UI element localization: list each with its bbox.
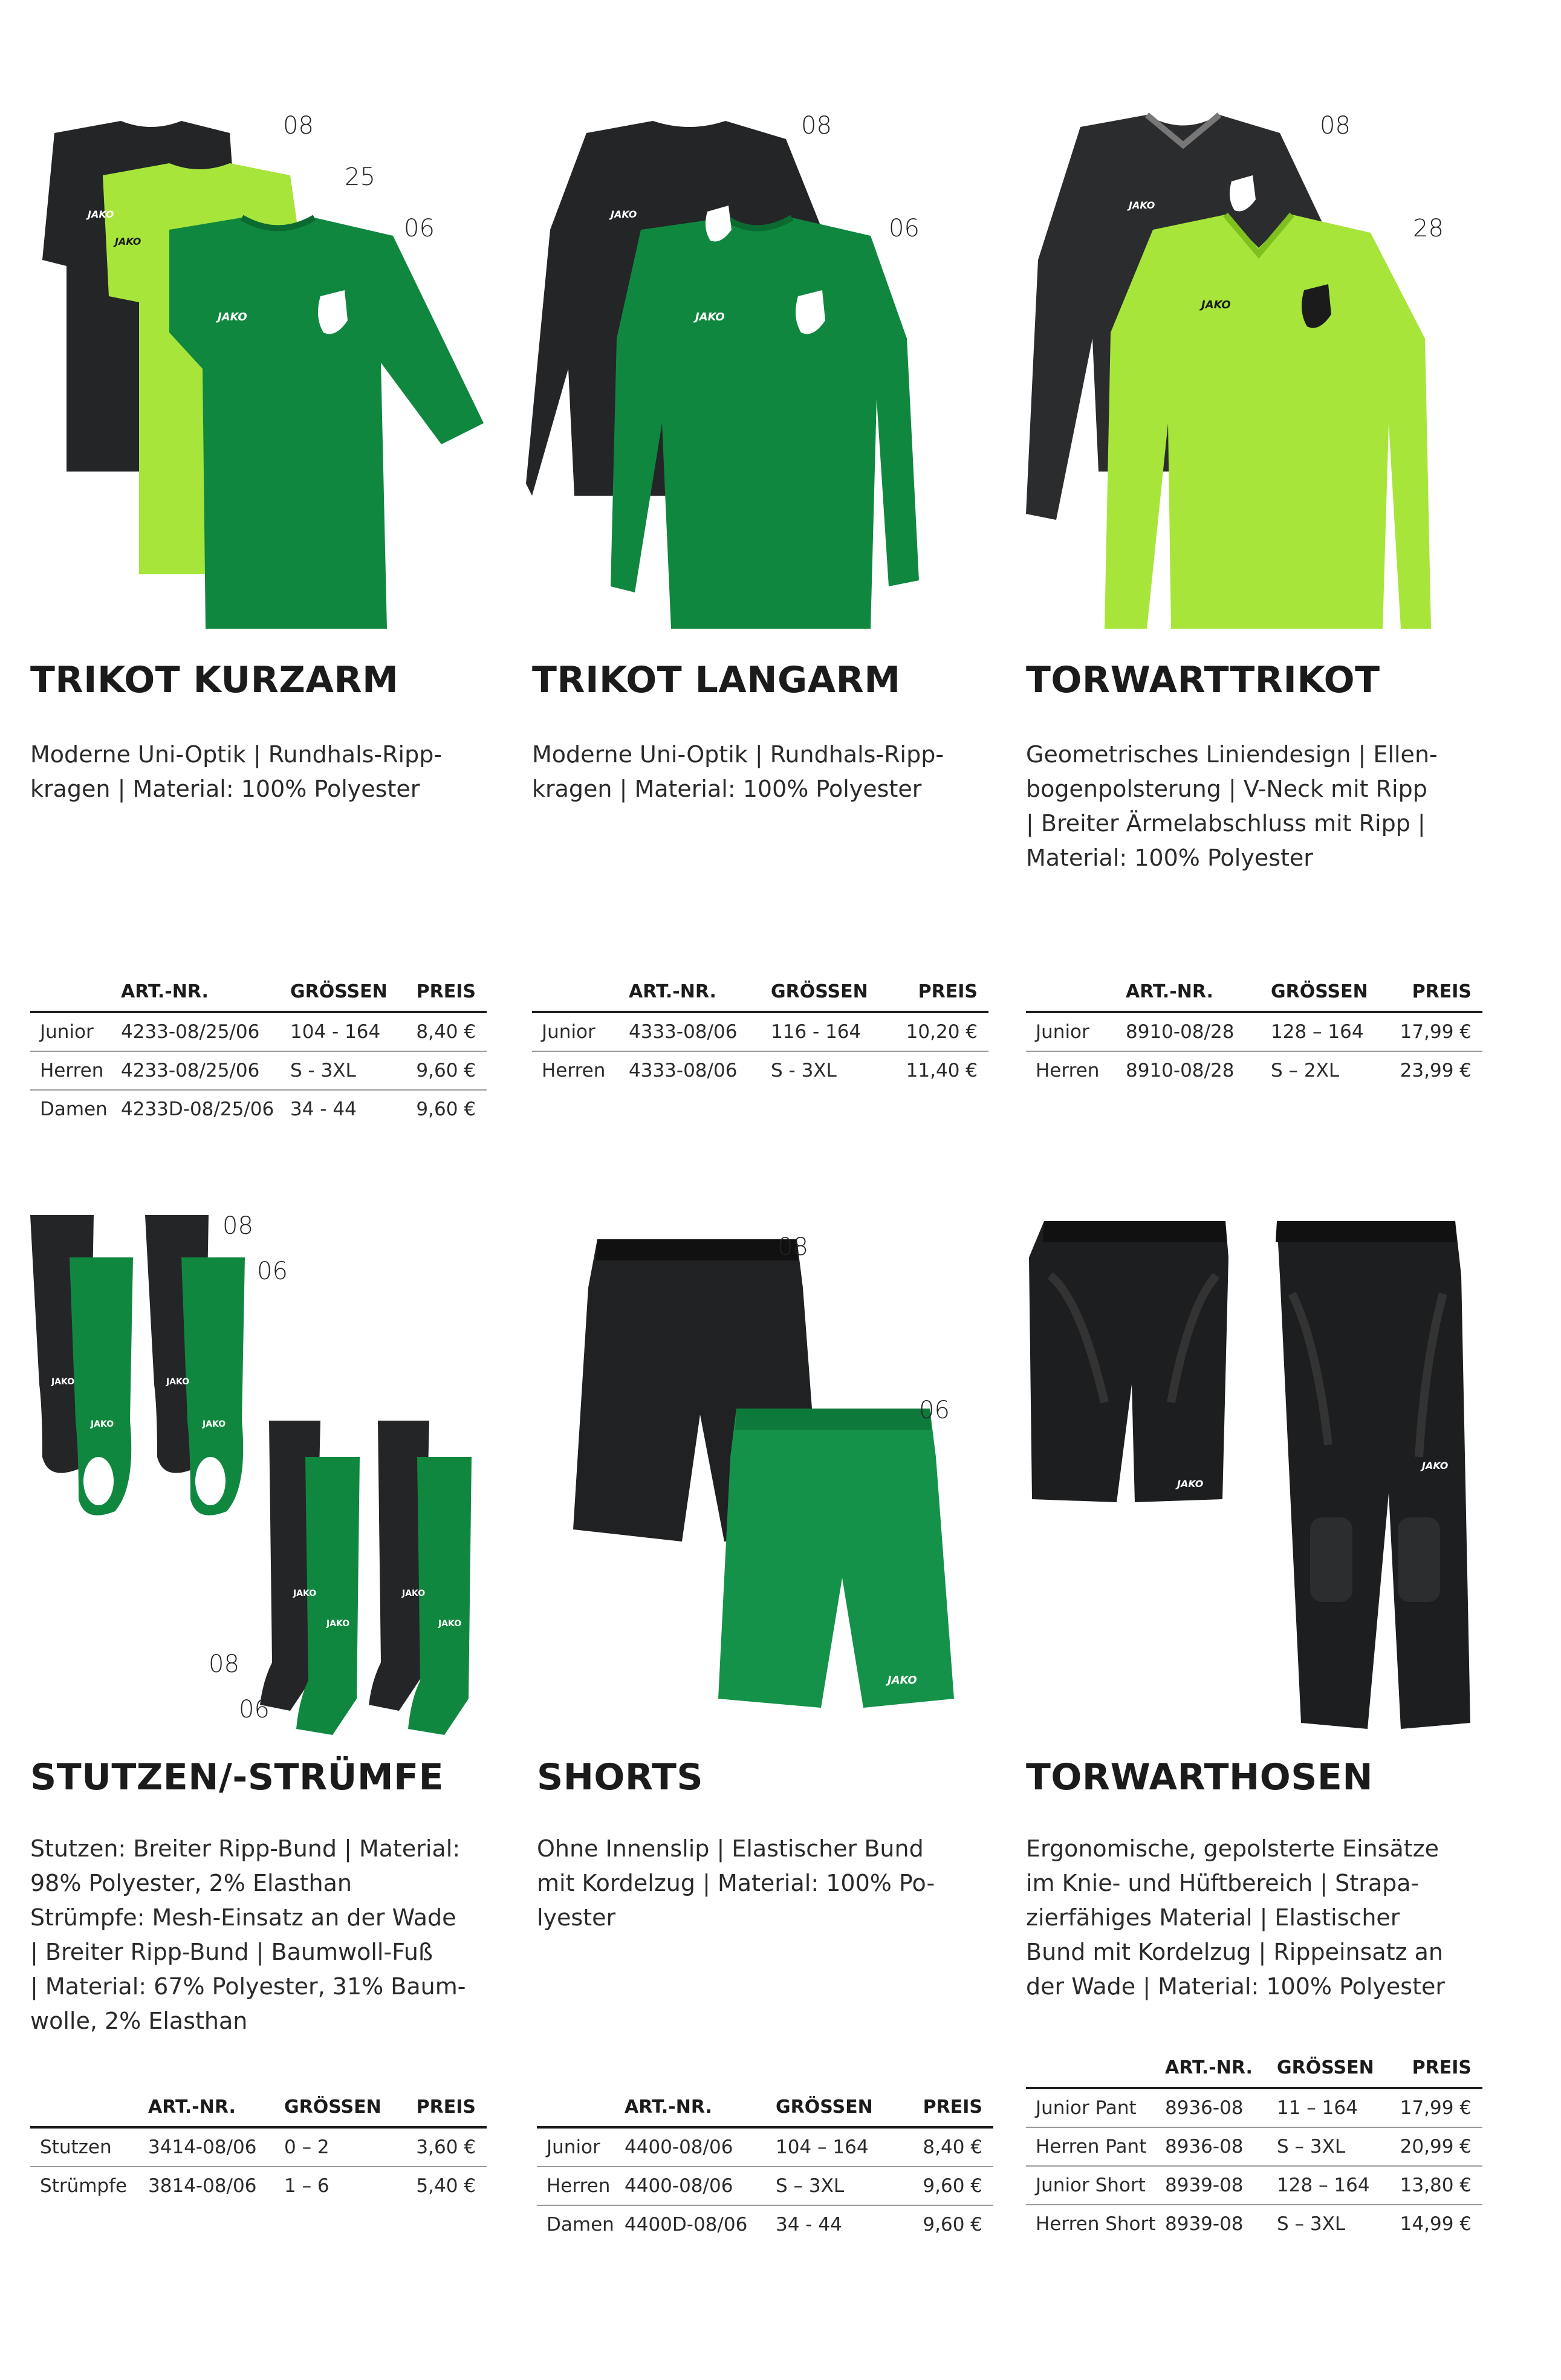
table-row: Junior 4400-08/06 104 – 164 8,40 € <box>537 2127 993 2167</box>
color-code: 08 <box>801 112 832 140</box>
jako-logo-icon: JAKO <box>1201 299 1231 311</box>
table-row: Junior Pant 8936-08 11 – 164 17,99 € <box>1026 2088 1482 2127</box>
table-row: Strümpfe 3814-08/06 1 – 6 5,40 € <box>40 2175 476 2197</box>
color-code: 08 <box>209 1650 239 1678</box>
jako-logo-icon: JAKO <box>695 311 725 323</box>
table-row: Stutzen 3414-08/06 0 – 2 3,60 € <box>30 2127 487 2167</box>
color-code: 08 <box>283 112 314 140</box>
color-code: 06 <box>257 1257 288 1285</box>
table-row: Herren 8910-08/28 S – 2XL 23,99 € <box>1036 1060 1472 1081</box>
color-code: 08 <box>1320 112 1351 140</box>
svg-text:JAKO: JAKO <box>166 1377 190 1387</box>
table-row: Junior 4333-08/06 116 - 164 10,20 € <box>532 1012 988 1051</box>
shirt-short-sleeve-illustration <box>30 109 490 641</box>
table-row: Herren Pant 8936-08 S – 3XL 20,99 € <box>1026 2127 1482 2166</box>
svg-text:JAKO: JAKO <box>438 1619 462 1629</box>
color-code: 06 <box>239 1696 270 1723</box>
svg-text:JAKO: JAKO <box>293 1589 317 1598</box>
jako-logo-icon: JAKO <box>888 1674 917 1687</box>
svg-text:JAKO: JAKO <box>115 236 141 247</box>
svg-text:JAKO: JAKO <box>203 1419 226 1429</box>
color-code: 06 <box>919 1396 950 1424</box>
table-row: Herren 4400-08/06 S – 3XL 9,60 € <box>537 2167 993 2205</box>
shorts-illustration <box>537 1203 996 1735</box>
color-code: 28 <box>1413 215 1444 242</box>
product-title: TRIKOT LANGARM <box>532 659 901 701</box>
table-row: Damen 4233D-08/25/06 34 - 44 9,60 € <box>40 1098 476 1120</box>
product-description: Ohne Innenslip | Elastischer Bund mit Kordelzug | Material: 100% Po- lyester <box>537 1835 935 1931</box>
color-code: 06 <box>404 215 435 242</box>
product-title: TRIKOT KURZARM <box>30 659 399 701</box>
goalkeeper-pants-illustration <box>1026 1203 1485 1735</box>
jako-logo-icon: JAKO <box>51 1377 75 1387</box>
product-description: Moderne Uni-Optik | Rundhals-Ripp- kragen | Material: 100% Polyester <box>532 741 944 802</box>
goalkeeper-shirt-illustration <box>1026 109 1485 641</box>
table-row: Damen 4400D-08/06 34 - 44 9,60 € <box>547 2214 982 2236</box>
table-row: Herren Short 8939-08 S – 3XL 14,99 € <box>1036 2213 1472 2235</box>
color-code: 25 <box>345 163 375 191</box>
spec-table: ART.-NR. GRÖSSEN PREIS Junior 4400-08/06 104 – 164 8,40 € Herren 4400-08/06 S – 3XL 9,60 € Damen 4400D-08/06 34 - 44 9,60 € <box>537 2089 993 2243</box>
svg-text:JAKO: JAKO <box>1129 199 1155 211</box>
product-title: TORWARTHOSEN <box>1026 1756 1374 1798</box>
spec-table: ART.-NR. GRÖSSEN PREIS Junior 4233-08/25/06 104 - 164 8,40 € Herren 4233-08/25/06 S - 3XL 9,60 € Damen 4233D-08/25/06 34 - 44 9,60 € <box>30 973 487 1128</box>
spec-table: ART.-NR. GRÖSSEN PREIS Stutzen 3414-08/06 0 – 2 3,60 € Strümpfe 3814-08/06 1 – 6 5,40 € <box>30 2089 487 2205</box>
product-title: SHORTS <box>537 1756 704 1798</box>
svg-text:JAKO: JAKO <box>326 1619 350 1629</box>
product-description: Geometrisches Liniendesign | Ellen- bogenpolsterung | V-Neck mit Ripp | Breiter Ärmelabschluss mit Ripp | Material: 100% Polyester <box>1026 741 1438 871</box>
svg-text:JAKO: JAKO <box>611 209 637 220</box>
product-description: Moderne Uni-Optik | Rundhals-Ripp- kragen | Material: 100% Polyester <box>30 741 443 802</box>
color-code: 06 <box>889 215 920 242</box>
table-row: Junior Short 8939-08 128 – 164 13,80 € <box>1026 2166 1482 2205</box>
table-row: Junior 4233-08/25/06 104 - 164 8,40 € <box>30 1012 487 1051</box>
table-row: Herren 4233-08/25/06 S - 3XL 9,60 € <box>30 1051 487 1090</box>
svg-text:JAKO: JAKO <box>402 1589 426 1598</box>
svg-text:JAKO: JAKO <box>1422 1460 1449 1471</box>
product-title: TORWARTTRIKOT <box>1026 659 1380 701</box>
shirt-long-sleeve-illustration <box>532 109 991 641</box>
spec-table: ART.-NR. GRÖSSEN PREIS Junior 8910-08/28 128 – 164 17,99 € Herren 8910-08/28 S – 2XL 23,99 € <box>1026 973 1482 1089</box>
product-description: Ergonomische, gepolsterte Einsätze im Knie- und Hüftbereich | Strapa- zierfähiges Material | Elastischer Bund mit Kordelzug | Rippeinsatz an der Wade | Material: 100% Polyester <box>1026 1835 1445 2000</box>
svg-text:JAKO: JAKO <box>88 209 114 220</box>
table-row: Junior 8910-08/28 128 – 164 17,99 € <box>1026 1012 1482 1051</box>
table-row: Herren 4333-08/06 S - 3XL 11,40 € <box>542 1060 978 1081</box>
svg-text:JAKO: JAKO <box>91 1419 114 1429</box>
product-title: STUTZEN/-STRÜMFE <box>30 1756 444 1798</box>
spec-table: ART.-NR. GRÖSSEN PREIS Junior Pant 8936-08 11 – 164 17,99 € Herren Pant 8936-08 S – 3XL 20,99 € Junior Short 8939-08 128 – 164 13,80 € Herren Short 8939-08 S – 3XL 14,99 € <box>1026 2049 1482 2243</box>
spec-table: ART.-NR. GRÖSSEN PREIS Junior 4333-08/06 116 - 164 10,20 € Herren 4333-08/06 S - 3XL 11,40 € <box>532 973 988 1089</box>
product-description: Stutzen: Breiter Ripp-Bund | Material: 98% Polyester, 2% Elasthan Strümpfe: Mesh-Einsatz an der Wade | Breiter Ripp-Bund | Baumwoll-Fuß | Material: 67% Polyester, 31% Baum- wolle, 2% Elasthan <box>30 1835 466 2034</box>
color-code: 08 <box>777 1233 808 1261</box>
jako-logo-icon: JAKO <box>218 311 247 323</box>
color-code: 08 <box>222 1212 253 1240</box>
jako-logo-icon: JAKO <box>1177 1478 1204 1490</box>
